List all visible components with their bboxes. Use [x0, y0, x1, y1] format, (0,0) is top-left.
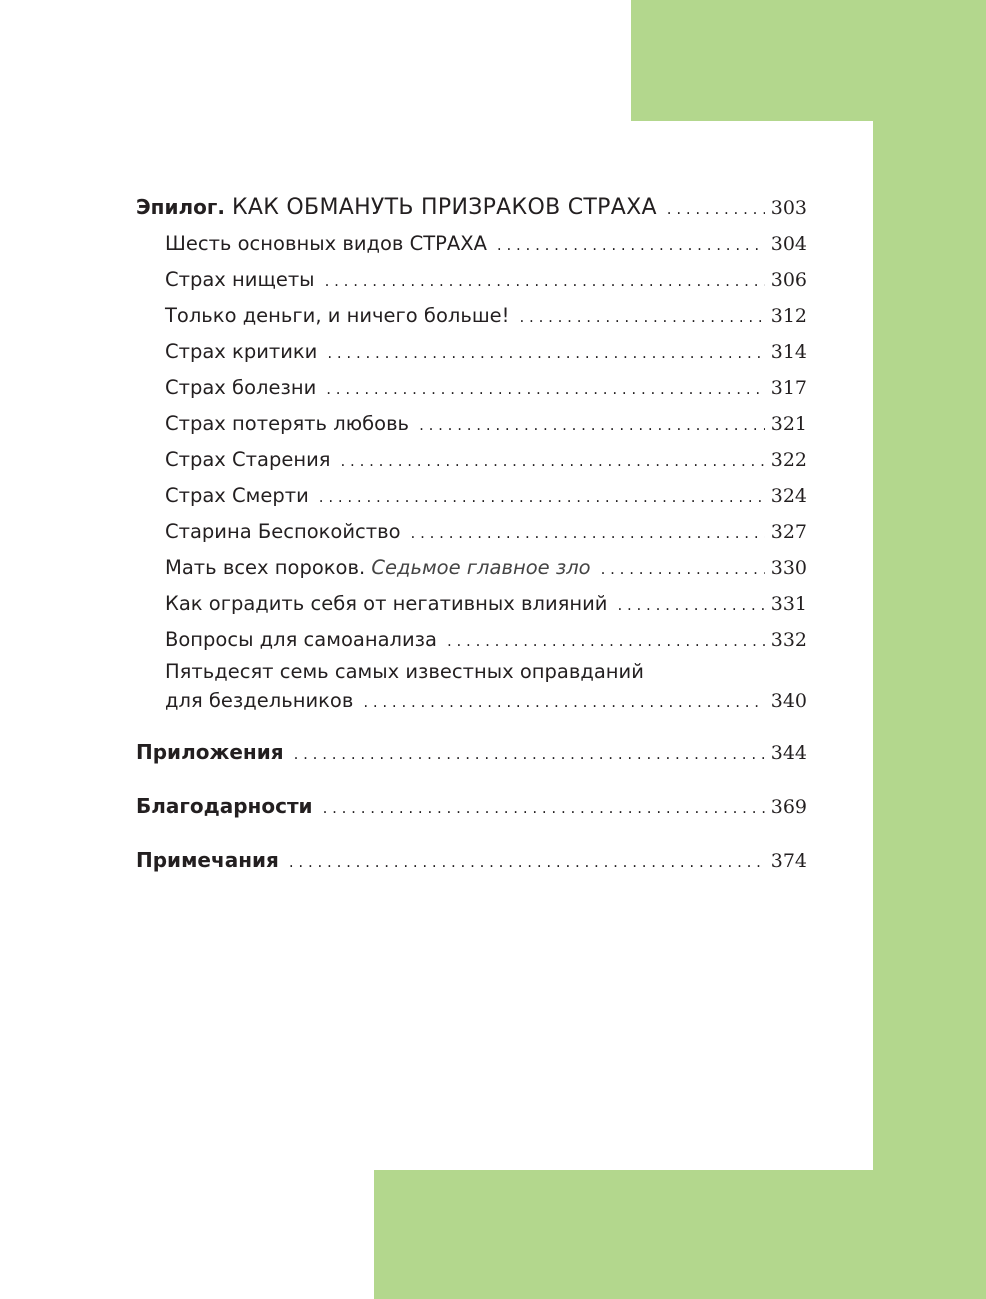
toc-page-number: 344: [770, 742, 807, 764]
toc-entry[interactable]: [136, 226, 807, 262]
dot-leader: [319, 479, 765, 515]
toc-entry[interactable]: [136, 370, 807, 406]
dot-leader: [667, 190, 765, 228]
toc-entry-title-line2: для бездельников: [165, 689, 354, 712]
toc-entry-appendices[interactable]: [136, 734, 807, 788]
toc-page-number: 321: [770, 413, 807, 435]
toc-entry[interactable]: [136, 298, 807, 334]
toc-entry-title: Мать всех пороков. Седьмое главное зло: [165, 556, 591, 579]
toc-page-number: 312: [770, 305, 807, 327]
toc-entry[interactable]: [136, 550, 807, 586]
dot-leader: [326, 371, 764, 407]
dot-leader: [327, 335, 764, 371]
dot-leader: [497, 227, 765, 263]
dot-leader: [363, 687, 764, 717]
toc-page-number: 304: [770, 233, 807, 255]
dot-leader: [411, 515, 765, 551]
dot-leader: [447, 623, 765, 659]
toc-entry[interactable]: [136, 514, 807, 550]
toc-entry-title: Страх потерять любовь: [165, 412, 410, 435]
dot-leader: [520, 299, 765, 335]
toc-page-number: 306: [770, 269, 807, 291]
toc-entry-title: Страх Старения: [165, 448, 331, 471]
toc-entry-title: Страх нищеты: [165, 268, 315, 291]
toc-entry-title: Страх Смерти: [165, 484, 309, 507]
dot-leader: [323, 790, 765, 826]
decorative-green-block-right: [873, 0, 986, 1299]
toc-page-number: 322: [770, 449, 807, 471]
toc-entry-title: Страх критики: [165, 340, 318, 363]
toc-page-number: 327: [770, 521, 807, 543]
toc-entry-multiline[interactable]: [136, 658, 807, 716]
toc-page-number: 317: [770, 377, 807, 399]
dot-leader: [341, 443, 765, 479]
toc-entry-title-line1: Пятьдесят семь самых известных оправданий: [165, 660, 644, 683]
toc-page-number: 374: [770, 850, 807, 872]
toc-page-number: 330: [770, 557, 807, 579]
toc-entry[interactable]: [136, 406, 807, 442]
toc-entry-title: Благодарности: [136, 794, 313, 818]
decorative-green-block-bottom: [374, 1170, 986, 1299]
toc-entry[interactable]: [136, 622, 807, 658]
toc-page-number: 314: [770, 341, 807, 363]
toc-entry-title: Примечания: [136, 848, 279, 872]
toc-entry-notes[interactable]: [136, 842, 807, 896]
toc-entry[interactable]: [136, 262, 807, 298]
toc-page-number: 324: [770, 485, 807, 507]
toc-entry[interactable]: [136, 334, 807, 370]
toc-entry-title: Вопросы для самоанализа: [165, 628, 437, 651]
toc-entry[interactable]: [136, 586, 807, 622]
toc-page-number: 331: [770, 593, 807, 615]
dot-leader: [601, 551, 765, 587]
toc-entry-title: Эпилог. КАК ОБМАНУТЬ ПРИЗРАКОВ СТРАХА: [136, 195, 657, 220]
toc-entry-title: Страх болезни: [165, 376, 317, 399]
toc-entry-title: Только деньги, и ничего больше!: [165, 304, 510, 327]
toc-page-number: 303: [770, 197, 807, 219]
toc-page-number: 369: [770, 796, 807, 818]
toc-page-number: 332: [770, 629, 807, 651]
dot-leader: [289, 844, 765, 880]
toc-entry-title: Старина Беспокойство: [165, 520, 401, 543]
toc-entry-line2: [136, 686, 807, 716]
toc-entry[interactable]: [136, 442, 807, 478]
toc-page-number: 340: [770, 690, 807, 712]
toc-entry-title: Как оградить себя от негативных влияний: [165, 592, 608, 615]
toc-entry[interactable]: [136, 478, 807, 514]
dot-leader: [325, 263, 765, 299]
toc-entry-acknowledgements[interactable]: [136, 788, 807, 842]
dot-leader: [419, 407, 765, 443]
toc-entry-title: Шесть основных видов СТРАХА: [165, 232, 487, 255]
toc-entry-subtitle: Седьмое главное зло: [371, 556, 591, 579]
dot-leader: [617, 587, 764, 623]
dot-leader: [294, 736, 765, 772]
table-of-contents: [136, 188, 807, 896]
toc-entry-epilogue[interactable]: [136, 188, 807, 226]
toc-entry-title: Приложения: [136, 740, 284, 764]
